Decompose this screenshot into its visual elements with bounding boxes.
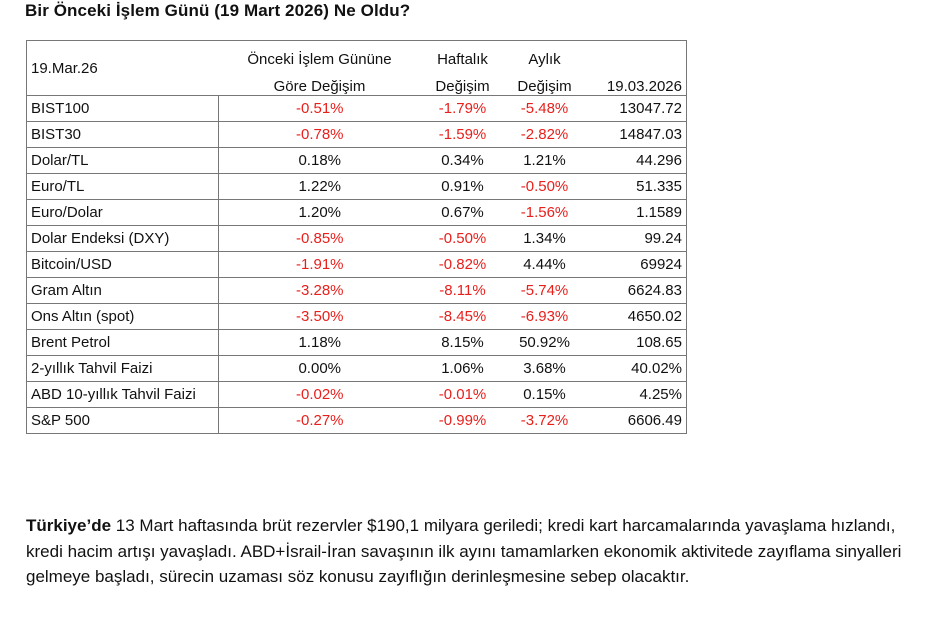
closing-value: 13047.72 (585, 96, 687, 122)
value-date-header: 19.03.2026 (585, 68, 687, 96)
table-header-row (27, 41, 687, 69)
weekly-change: -1.59% (421, 122, 505, 148)
instrument-name: BIST30 (27, 122, 219, 148)
monthly-change: 3.68% (505, 356, 585, 382)
weekly-change-header-line1: Haftalık (421, 41, 505, 69)
weekly-change-header-line2: Değişim (421, 68, 505, 96)
table-row (27, 96, 687, 122)
closing-value: 99.24 (585, 226, 687, 252)
instrument-name: Dolar/TL (27, 148, 219, 174)
closing-value: 69924 (585, 252, 687, 278)
monthly-change: -2.82% (505, 122, 585, 148)
monthly-change: -3.72% (505, 408, 585, 434)
daily-change-header-line2: Göre Değişim (219, 68, 421, 96)
table-row (27, 278, 687, 304)
instrument-name: S&P 500 (27, 408, 219, 434)
instrument-name: BIST100 (27, 96, 219, 122)
monthly-change: 1.34% (505, 226, 585, 252)
weekly-change: -0.50% (421, 226, 505, 252)
monthly-change: -1.56% (505, 200, 585, 226)
paragraph-text: 13 Mart haftasında brüt rezervler $190,1 milyara geriledi; kredi kart harcamalarında yavaşlama hızlandı, kredi hacim artışı yavaşladı. ABD+İsrail-İran savaşının ilk ayını tamamlarken ekonomik aktivitede zayıflama sinyalleri gelmeye başladı, sürecin uzaması söz konusu zayıflığın derinleşmesine sebep olacaktır. (26, 516, 902, 587)
daily-change: 0.18% (219, 148, 421, 174)
daily-change: -0.51% (219, 96, 421, 122)
daily-change: -0.02% (219, 382, 421, 408)
monthly-change: -6.93% (505, 304, 585, 330)
monthly-change-header-line1: Aylık (505, 41, 585, 69)
daily-change: 1.20% (219, 200, 421, 226)
closing-value: 1.1589 (585, 200, 687, 226)
table-row (27, 148, 687, 174)
weekly-change: -1.79% (421, 96, 505, 122)
instrument-name: Euro/Dolar (27, 200, 219, 226)
weekly-change: -8.11% (421, 278, 505, 304)
daily-change: -3.28% (219, 278, 421, 304)
daily-change: 1.18% (219, 330, 421, 356)
daily-change: 0.00% (219, 356, 421, 382)
table-row (27, 304, 687, 330)
page-title: Bir Önceki İşlem Günü (19 Mart 2026) Ne Oldu? (25, 1, 411, 20)
table-row (27, 408, 687, 434)
monthly-change: 1.21% (505, 148, 585, 174)
weekly-change: -0.99% (421, 408, 505, 434)
monthly-change: -0.50% (505, 174, 585, 200)
daily-change: -1.91% (219, 252, 421, 278)
closing-value: 44.296 (585, 148, 687, 174)
weekly-change: -8.45% (421, 304, 505, 330)
monthly-change-header-line2: Değişim (505, 68, 585, 96)
monthly-change: -5.48% (505, 96, 585, 122)
instrument-name: Ons Altın (spot) (27, 304, 219, 330)
daily-change-header-line1: Önceki İşlem Gününe (219, 41, 421, 69)
closing-value: 40.02% (585, 356, 687, 382)
daily-change: -0.27% (219, 408, 421, 434)
table-row (27, 330, 687, 356)
date-label: 19.Mar.26 (27, 41, 219, 96)
closing-value: 4.25% (585, 382, 687, 408)
commentary-paragraph (26, 513, 906, 590)
monthly-change: 0.15% (505, 382, 585, 408)
instrument-name: Gram Altın (27, 278, 219, 304)
table-row (27, 356, 687, 382)
weekly-change: -0.01% (421, 382, 505, 408)
daily-change: 1.22% (219, 174, 421, 200)
instrument-name: 2-yıllık Tahvil Faizi (27, 356, 219, 382)
daily-change: -0.85% (219, 226, 421, 252)
monthly-change: 50.92% (505, 330, 585, 356)
instrument-name: Dolar Endeksi (DXY) (27, 226, 219, 252)
weekly-change: -0.82% (421, 252, 505, 278)
weekly-change: 8.15% (421, 330, 505, 356)
daily-change: -3.50% (219, 304, 421, 330)
instrument-name: Euro/TL (27, 174, 219, 200)
instrument-name: Bitcoin/USD (27, 252, 219, 278)
monthly-change: -5.74% (505, 278, 585, 304)
market-summary-table (26, 40, 687, 434)
weekly-change: 0.34% (421, 148, 505, 174)
closing-value: 6606.49 (585, 408, 687, 434)
table-row (27, 200, 687, 226)
closing-value: 51.335 (585, 174, 687, 200)
weekly-change: 0.91% (421, 174, 505, 200)
instrument-name: Brent Petrol (27, 330, 219, 356)
table-row (27, 252, 687, 278)
paragraph-lead: Türkiye’de (26, 516, 112, 535)
closing-value: 14847.03 (585, 122, 687, 148)
table-body (27, 96, 687, 434)
monthly-change: 4.44% (505, 252, 585, 278)
weekly-change: 1.06% (421, 356, 505, 382)
table-row (27, 174, 687, 200)
closing-value: 6624.83 (585, 278, 687, 304)
table-row (27, 382, 687, 408)
instrument-name: ABD 10-yıllık Tahvil Faizi (27, 382, 219, 408)
table-row (27, 226, 687, 252)
table-row (27, 122, 687, 148)
closing-value: 4650.02 (585, 304, 687, 330)
closing-value: 108.65 (585, 330, 687, 356)
weekly-change: 0.67% (421, 200, 505, 226)
header-spacer (585, 41, 687, 69)
daily-change: -0.78% (219, 122, 421, 148)
